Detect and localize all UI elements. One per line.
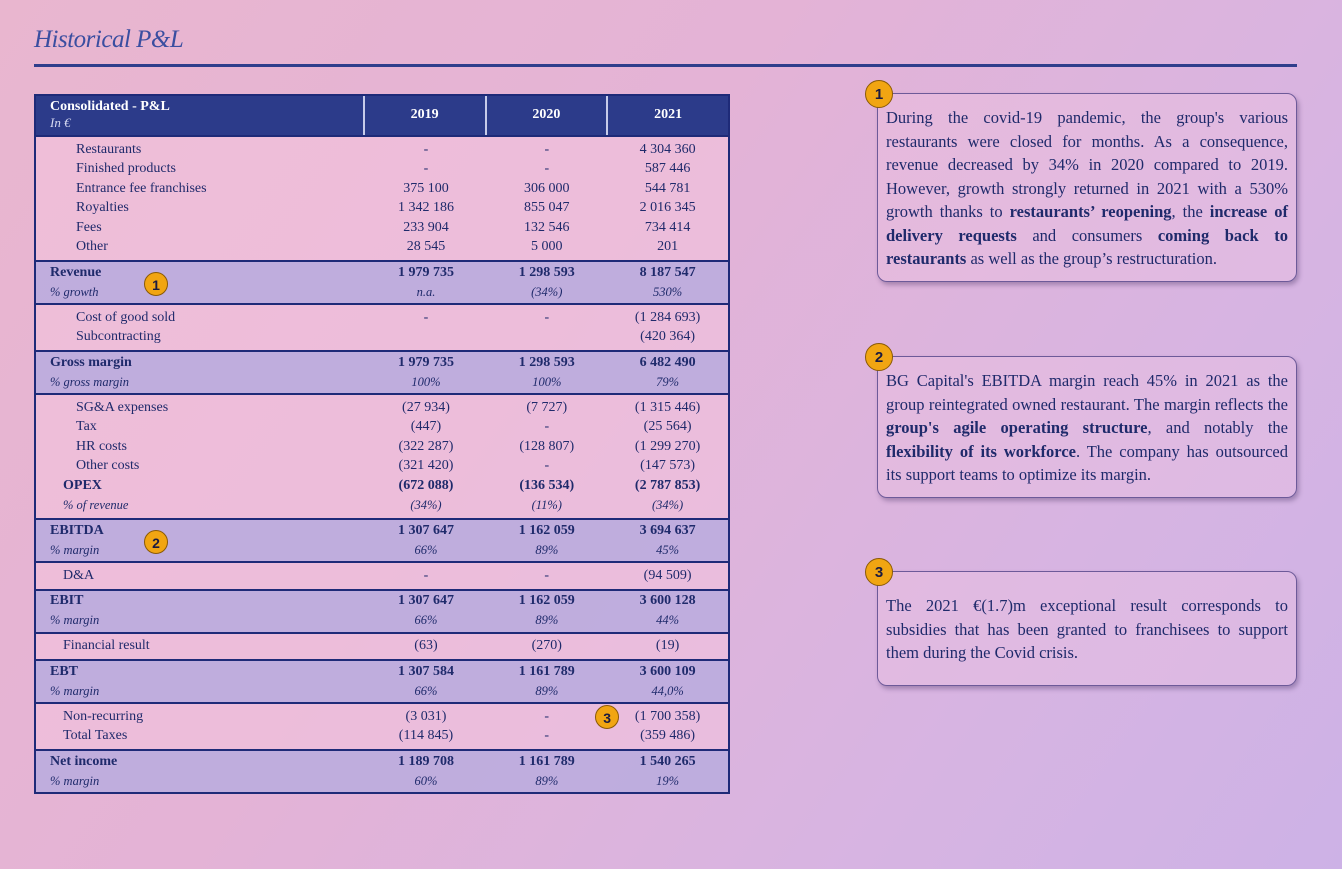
page-title: Historical P&L (34, 26, 184, 53)
table-row-pct: % margin 66% 89% 44,0% (50, 683, 684, 698)
table-row: HR costs (322 287) (128 807) (1 299 270) (76, 438, 701, 454)
table-row-pct: % margin 66% 89% 44% (50, 613, 680, 628)
table-row: Restaurants - - 4 304 360 (76, 141, 696, 157)
pl-table (34, 94, 730, 794)
year-header: 2019 (363, 96, 485, 135)
table-row-pct: % margin 60% 89% 19% (50, 773, 680, 788)
year-header: 2020 (485, 96, 607, 135)
callout-badge-2: 2 (144, 530, 168, 554)
table-row: Cost of good sold - - (1 284 693) (76, 309, 701, 325)
callout-badge-3: 3 (865, 558, 893, 586)
table-row-pct: % of revenue (34%) (11%) (34%) (63, 497, 684, 512)
table-row: Other 28 545 5 000 201 (76, 239, 679, 255)
year-header: 2021 (606, 96, 728, 135)
callout-badge-1: 1 (144, 272, 168, 296)
table-header (36, 96, 728, 137)
ebitda-section (36, 520, 728, 563)
table-row-revenue: Revenue 1 1 979 735 1 298 593 8 187 547 (36, 263, 728, 283)
table-row: Total Taxes (114 845) - (359 486) (63, 728, 695, 744)
table-row-pct: % gross margin 100% 100% 79% (50, 374, 680, 389)
table-row-gross-margin: Gross margin 1 979 735 1 298 593 6 482 490 (50, 354, 696, 370)
table-row: Other costs (321 420) - (147 573) (76, 458, 695, 474)
table-row: Fees 233 904 132 546 734 414 (76, 219, 691, 235)
opex-section (36, 395, 728, 520)
table-row-pct: % margin 66% 89% 45% (50, 542, 680, 557)
table-row-pct: % growth n.a. (34%) 530% (50, 284, 683, 299)
callout-badge-3: 3 (595, 705, 619, 729)
table-row: Subcontracting (420 364) (76, 329, 695, 345)
title-divider (34, 64, 1297, 67)
table-row-ebit: EBIT 1 307 647 1 162 059 3 600 128 (50, 593, 696, 609)
financial-result-section (36, 634, 728, 662)
ebit-section (36, 591, 728, 634)
other-lines-section (36, 704, 728, 751)
table-row: Tax (447) - (25 564) (76, 419, 692, 435)
net-income-section (36, 751, 728, 792)
table-row-opex: OPEX (672 088) (136 534) (2 787 853) (63, 477, 701, 493)
da-section (36, 563, 728, 591)
comment-box-2: 2 BG Capital's EBITDA margin reach 45% in 2021 as the group reintegrated owned restaurant. The margin reflects the group's agile operating structure, and notably the flexibility of its workforce. The company has outsourced its support teams to optimize its margin. (877, 356, 1297, 498)
table-row-ebt: EBT 1 307 584 1 161 789 3 600 109 (50, 663, 696, 679)
table-title: Consolidated - P&L (50, 99, 170, 114)
table-row: Entrance fee franchises 375 100 306 000 544 781 (76, 180, 691, 196)
gross-margin-section (36, 352, 728, 395)
table-row: SG&A expenses (27 934) (7 727) (1 315 446) (76, 399, 701, 415)
table-row: Non-recurring (3 031) - 3 (1 700 358) (36, 707, 728, 727)
table-row: Financial result (63) (270) (19) (63, 638, 680, 654)
table-row-net-income: Net income 1 189 708 1 161 789 1 540 265 (50, 753, 696, 769)
callout-badge-2: 2 (865, 343, 893, 371)
ebt-section (36, 661, 728, 704)
revenue-lines-section (36, 137, 728, 262)
comment-box-3: 3 The 2021 €(1.7)m exceptional result corresponds to subsidies that has been granted to franchisees to support them during the Covid crisis. (877, 571, 1297, 686)
callout-badge-1: 1 (865, 80, 893, 108)
revenue-total-section (36, 262, 728, 305)
table-row: Finished products - - 587 446 (76, 161, 691, 177)
cogs-section (36, 305, 728, 352)
table-row: D&A - - (94 509) (63, 567, 692, 583)
table-currency: In € (50, 115, 71, 130)
table-row-ebitda: EBITDA 2 1 307 647 1 162 059 3 694 637 (36, 521, 728, 541)
comment-box-1: 1 During the covid-19 pandemic, the group's various restaurants were closed for months. As a consequence, revenue decreased by 34% in 2020 compared to 2019. However, growth strongly returned in 2021 with a 530% growth thanks to restaurants’ reopening, the increase of delivery requests and consumers coming back to restaurants as well as the group’s restructuration. (877, 93, 1297, 282)
table-row: Royalties 1 342 186 855 047 2 016 345 (76, 200, 696, 216)
